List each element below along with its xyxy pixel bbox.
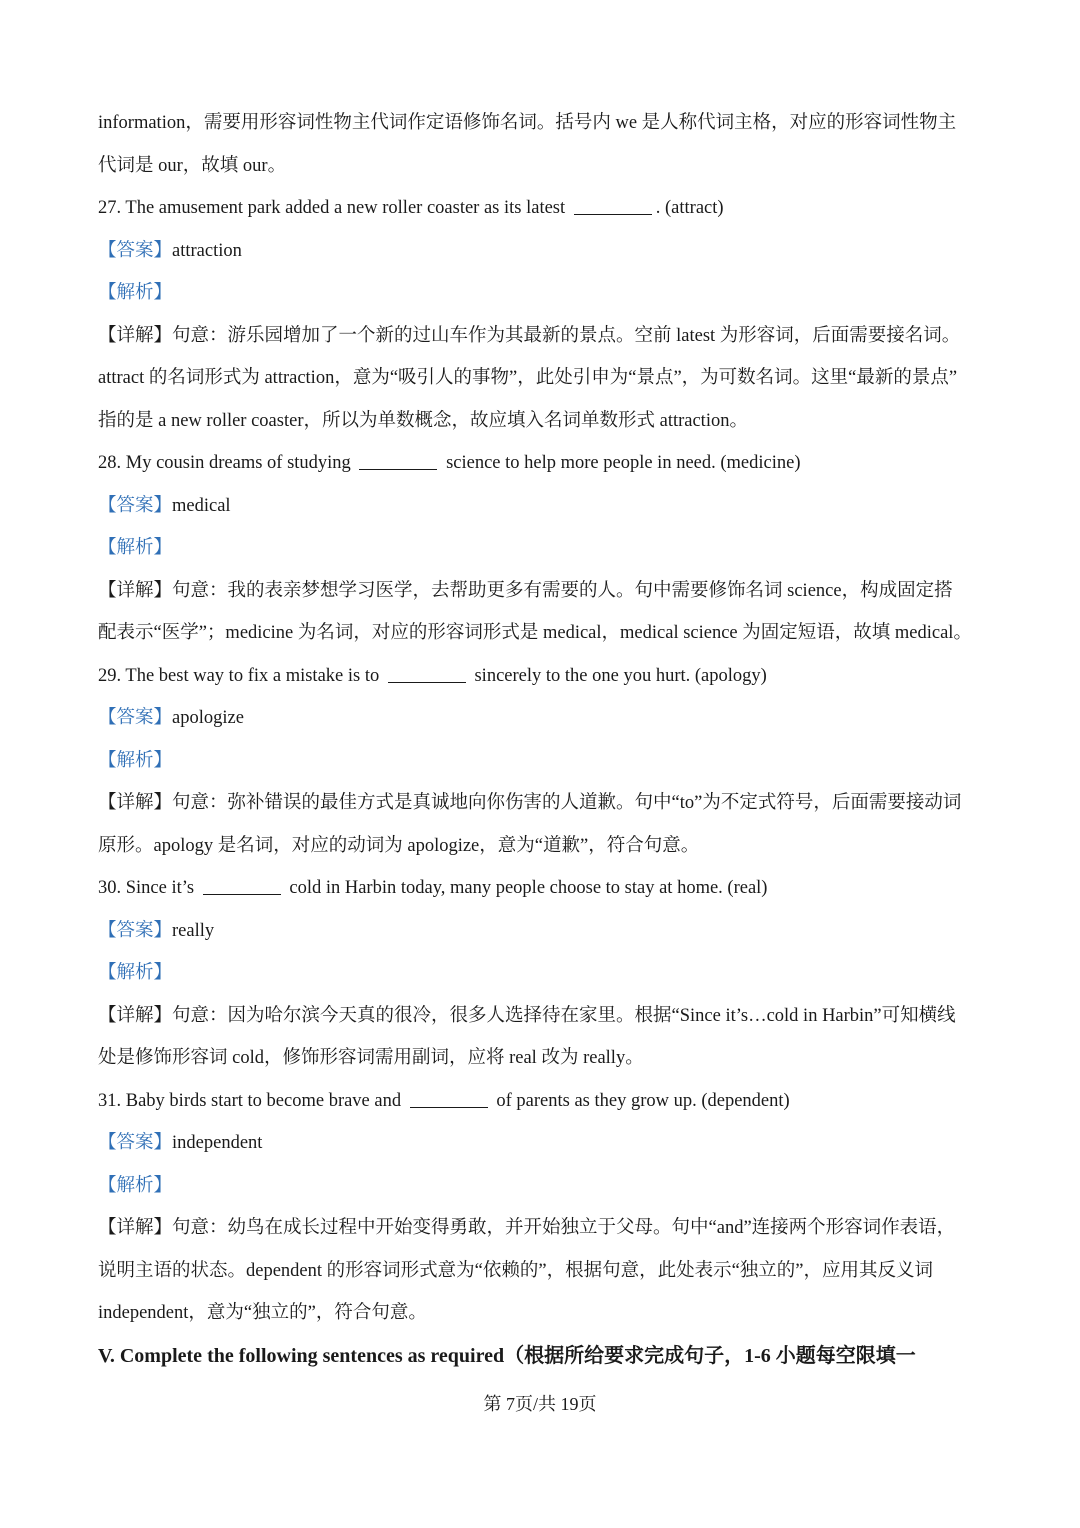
detail-label: 【详解】 bbox=[98, 793, 173, 813]
analysis-label-28: 【解析】 bbox=[98, 538, 173, 558]
question-27: 27. The amusement park added a new roller coaster as its latest . (attract) bbox=[98, 198, 724, 218]
intro-line-1: information，需要用形容词性物主代词作定语修饰名词。括号内 we 是人称代词主格，对应的形容词性物主 bbox=[98, 113, 957, 133]
detail-28-line-2: 配表示“医学”；medicine 为名词，对应的形容词形式是 medical，medical science 为固定短语，故填 medical。 bbox=[98, 623, 972, 643]
answer-label: 【答案】 bbox=[98, 1133, 173, 1153]
answer-label: 【答案】 bbox=[98, 495, 173, 516]
analysis-label-27: 【解析】 bbox=[98, 283, 173, 303]
analysis-label-30: 【解析】 bbox=[98, 963, 173, 983]
answer-blank bbox=[359, 453, 437, 470]
intro-line-2: 代词是 our，故填 our。 bbox=[98, 155, 287, 176]
detail-31-line-1: 【详解】句意：幼鸟在成长过程中开始变得勇敢，并开始独立于父母。句中“and”连接两个形容词作表语， bbox=[98, 1218, 956, 1238]
answer-29: 【答案】apologize bbox=[98, 708, 244, 728]
detail-31-line-3: independent，意为“独立的”，符合句意。 bbox=[98, 1303, 427, 1323]
detail-29-line-1: 【详解】句意：弥补错误的最佳方式是真诚地向你伤害的人道歉。句中“to”为不定式符号，后面需要接动词 bbox=[98, 793, 962, 813]
answer-31: 【答案】independent bbox=[98, 1133, 263, 1153]
detail-label: 【详解】 bbox=[98, 1005, 173, 1026]
detail-label: 【详解】 bbox=[98, 1218, 173, 1238]
question-29: 29. The best way to fix a mistake is to sincerely to the one you hurt. (apology) bbox=[98, 665, 767, 686]
answer-30: 【答案】really bbox=[98, 920, 215, 941]
section-title: V. Complete the following sentences as required（根据所给要求完成句子，1-6 小题每空限填一 bbox=[98, 1344, 916, 1367]
answer-blank bbox=[388, 666, 466, 683]
detail-27-line-2: attract 的名词形式为 attraction，意为“吸引人的事物”，此处引申为“景点”，为可数名词。这里“最新的景点” bbox=[98, 368, 958, 388]
answer-label: 【答案】 bbox=[98, 708, 173, 728]
detail-31-line-2: 说明主语的状态。dependent 的形容词形式意为“依赖的”，根据句意，此处表示“独立的”，应用其反义词 bbox=[98, 1260, 933, 1281]
analysis-label-31: 【解析】 bbox=[98, 1175, 173, 1196]
detail-30-line-1: 【详解】句意：因为哈尔滨今天真的很冷，很多人选择待在家里。根据“Since it’s…cold in Harbin”可知横线 bbox=[98, 1005, 956, 1026]
answer-blank bbox=[410, 1091, 488, 1108]
document-body bbox=[98, 102, 984, 1377]
detail-label: 【详解】 bbox=[98, 580, 173, 601]
answer-blank bbox=[574, 198, 652, 215]
question-28: 28. My cousin dreams of studying science to help more people in need. (medicine) bbox=[98, 453, 801, 473]
detail-29-line-2: 原形。apology 是名词，对应的动词为 apologize，意为“道歉”，符合句意。 bbox=[98, 835, 700, 856]
answer-28: 【答案】medical bbox=[98, 495, 231, 516]
detail-27-line-3: 指的是 a new roller coaster，所以为单数概念，故应填入名词单数形式 attraction。 bbox=[98, 410, 748, 431]
page-number: 第 7页/共 19页 bbox=[483, 1394, 597, 1414]
answer-label: 【答案】 bbox=[98, 920, 173, 941]
question-30: 30. Since it’s cold in Harbin today, many people choose to stay at home. (real) bbox=[98, 878, 768, 898]
detail-28-line-1: 【详解】句意：我的表亲梦想学习医学，去帮助更多有需要的人。句中需要修饰名词 science，构成固定搭 bbox=[98, 580, 953, 601]
question-31: 31. Baby birds start to become brave and of parents as they grow up. (dependent) bbox=[98, 1090, 790, 1111]
detail-30-line-2: 处是修饰形容词 cold，修饰形容词需用副词，应将 real 改为 really。 bbox=[98, 1048, 644, 1068]
detail-label: 【详解】 bbox=[98, 325, 173, 346]
answer-label: 【答案】 bbox=[98, 240, 173, 261]
detail-27-line-1: 【详解】句意：游乐园增加了一个新的过山车作为其最新的景点。空前 latest 为形容词，后面需要接名词。 bbox=[98, 325, 961, 346]
analysis-label-29: 【解析】 bbox=[98, 750, 173, 771]
answer-27: 【答案】attraction bbox=[98, 240, 242, 261]
answer-blank bbox=[203, 878, 281, 895]
